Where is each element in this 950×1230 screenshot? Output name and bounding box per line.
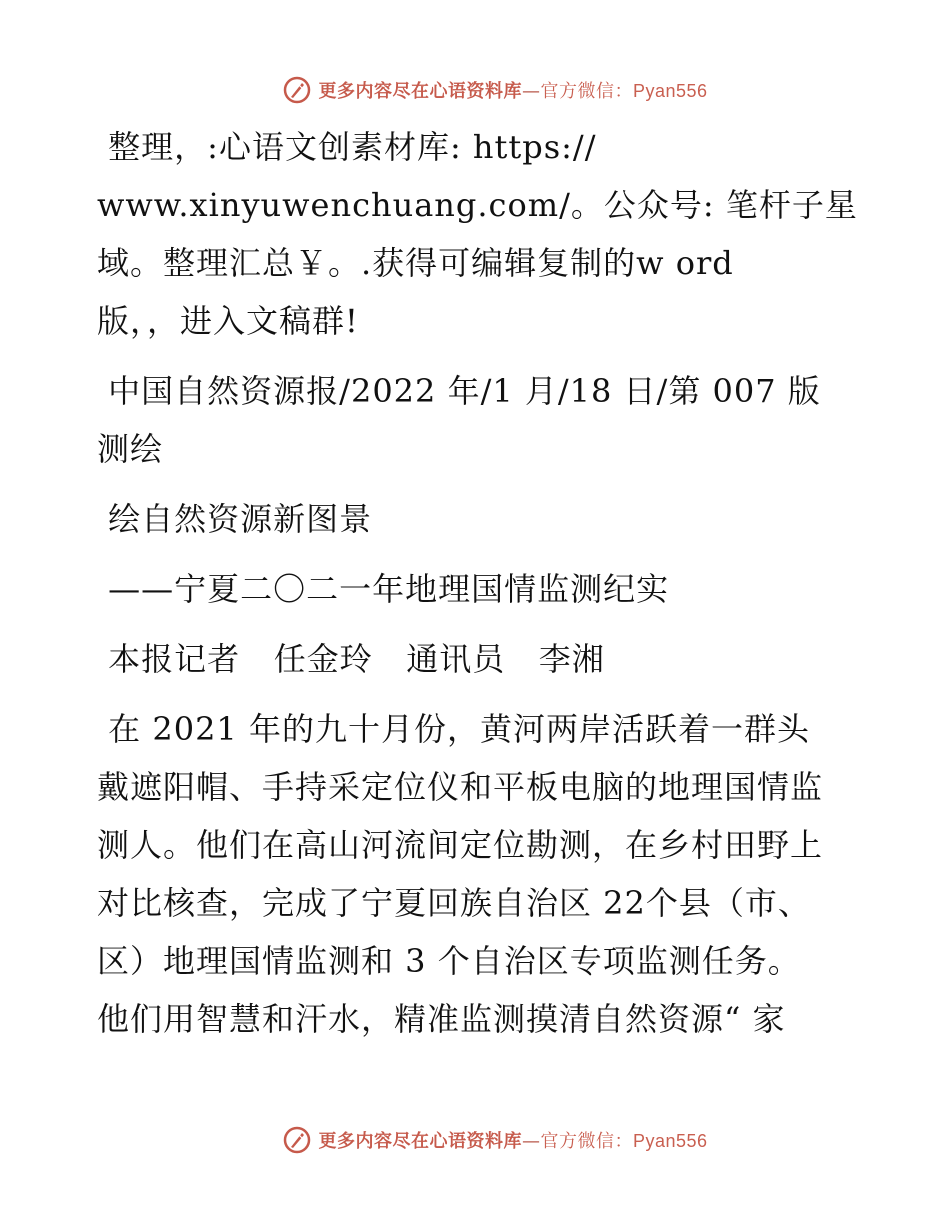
- feather-pen-in-circle-icon: [282, 1125, 312, 1155]
- article-title: 绘自然资源新图景: [97, 500, 373, 538]
- footer-banner-text: [318, 1127, 707, 1153]
- body-line: 在 2021 年的九十月份，黄河两岸活跃着一群头: [97, 710, 810, 748]
- document-body: [97, 118, 857, 1048]
- body-line: 测人。他们在高山河流间定位勘测，在乡村田野上: [97, 826, 824, 864]
- body-line: 他们用智慧和汗水，精准监测摸清自然资源“ 家: [97, 1000, 786, 1038]
- header-wechat: 官方微信：Pyan556: [540, 81, 708, 101]
- body-line: 区）地理国情监测和 3 个自治区专项监测任务。: [97, 942, 801, 980]
- body-line: 对比核查，完成了宁夏回族自治区 22个县（市、: [97, 884, 811, 922]
- footer-banner-inner: [282, 1125, 707, 1155]
- intro-line: 版，，进入文稿群!: [97, 302, 359, 340]
- footer-separator: —: [521, 1131, 541, 1152]
- byline: 本报记者 任金玲 通讯员 李湘: [97, 640, 605, 678]
- footer-wechat: 官方微信：Pyan556: [540, 1131, 708, 1151]
- source-line: 中国自然资源报/2022 年/1 月/18 日/第 007 版: [97, 372, 821, 410]
- header-banner-inner: [282, 75, 707, 105]
- intro-line: 整理，:心语文创素材库: https://: [97, 128, 597, 166]
- source-line: 测绘: [97, 430, 164, 468]
- intro-line: 域。整理汇总￥。.获得可编辑复制的w ord: [97, 244, 734, 282]
- intro-paragraph: [97, 118, 857, 350]
- article-subtitle: ——宁夏二〇二一年地理国情监测纪实: [97, 570, 670, 608]
- source-paragraph: [97, 362, 857, 478]
- feather-pen-in-circle-icon: [282, 75, 312, 105]
- header-brand: 更多内容尽在心语资料库: [318, 81, 522, 102]
- body-paragraph: [97, 700, 857, 1048]
- header-separator: —: [521, 81, 541, 102]
- header-banner-text: [318, 77, 707, 103]
- intro-line: www.xinyuwenchuang.com/。公众号: 笔杆子星: [97, 186, 858, 224]
- body-line: 戴遮阳帽、手持采定位仪和平板电脑的地理国情监: [97, 768, 824, 806]
- footer-banner: [0, 1120, 950, 1160]
- footer-brand: 更多内容尽在心语资料库: [318, 1131, 522, 1152]
- header-banner: [0, 70, 950, 110]
